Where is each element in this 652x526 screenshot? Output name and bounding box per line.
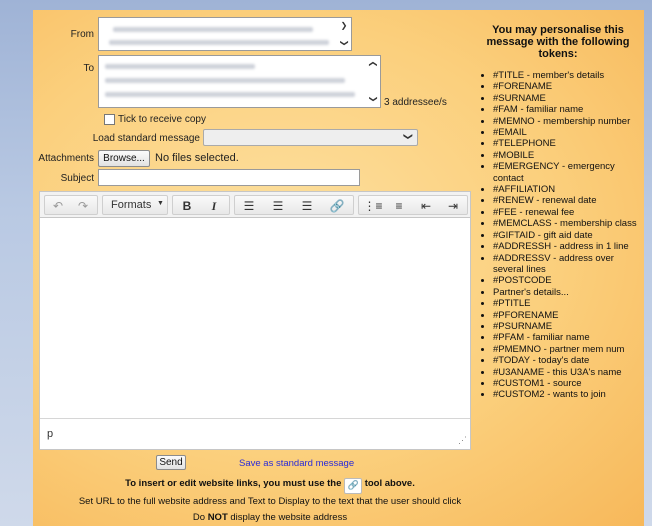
token-item: • #GIFTAID - gift aid date bbox=[493, 230, 643, 241]
token-item: • Partner's details... bbox=[493, 287, 643, 298]
token-item: • #PFORENAME bbox=[493, 310, 643, 321]
token-item: • #MEMNO - membership number bbox=[493, 116, 643, 127]
redo-icon[interactable]: ↷ bbox=[77, 199, 89, 213]
italic-icon[interactable]: I bbox=[211, 199, 217, 213]
formats-label: Formats bbox=[111, 199, 152, 211]
bullet-list-icon[interactable]: ⋮≡ bbox=[363, 199, 383, 213]
address-instruction-not: NOT bbox=[207, 512, 228, 523]
address-instruction-prefix: Do bbox=[192, 512, 206, 523]
token-list bbox=[483, 70, 643, 401]
addressee-count: 3 addressee/s bbox=[384, 97, 447, 108]
token-item: • #AFFILIATION bbox=[493, 184, 643, 195]
token-item: • #PSURNAME bbox=[493, 321, 643, 332]
link-tool-icon: 🔗 bbox=[344, 478, 362, 494]
copy-checkbox[interactable] bbox=[104, 114, 115, 125]
token-item: • #PMEMNO - partner mem num bbox=[493, 344, 643, 355]
token-item: • #CUSTOM1 - source bbox=[493, 378, 643, 389]
token-item: • #ADDRESSV - address over several lines bbox=[493, 253, 643, 276]
token-item: • #FORENAME bbox=[493, 81, 643, 92]
text-style-group bbox=[172, 195, 230, 215]
token-item: • #TODAY - today's date bbox=[493, 355, 643, 366]
history-group bbox=[44, 195, 98, 215]
token-item: • #FAM - familiar name bbox=[493, 104, 643, 115]
align-right-icon[interactable]: ☰ bbox=[301, 199, 313, 213]
from-label: From bbox=[70, 29, 94, 40]
outdent-icon[interactable]: ⇤ bbox=[420, 199, 432, 213]
editor-toolbar bbox=[39, 191, 471, 218]
send-button[interactable]: Send bbox=[156, 455, 186, 470]
recipient-blurred bbox=[105, 64, 255, 69]
url-instruction: Set URL to the full website address and Text to Display to the text that the user should click bbox=[78, 496, 462, 507]
token-item: • #EMAIL bbox=[493, 127, 643, 138]
link-instruction-prefix: To insert or edit website links, you must use the bbox=[125, 478, 342, 489]
numbered-list-icon[interactable]: ≡ bbox=[395, 199, 403, 213]
tokens-title: You may personalise this message with the following tokens: bbox=[486, 24, 630, 60]
scroll-down-icon[interactable]: ❯ bbox=[369, 95, 378, 103]
save-standard-link[interactable]: Save as standard message bbox=[239, 458, 355, 469]
undo-icon[interactable]: ↶ bbox=[52, 199, 64, 213]
token-item: • #MOBILE bbox=[493, 150, 643, 161]
subject-label: Subject bbox=[60, 173, 94, 184]
scroll-up-icon[interactable]: ❯ bbox=[340, 21, 348, 30]
message-editor[interactable] bbox=[39, 218, 471, 450]
align-center-icon[interactable]: ☰ bbox=[272, 199, 284, 213]
token-item: • #PTITLE bbox=[493, 298, 643, 309]
recipient-blurred bbox=[105, 92, 355, 97]
load-standard-label: Load standard message bbox=[92, 133, 200, 144]
standard-message-select[interactable] bbox=[203, 129, 418, 146]
token-item: • #U3ANAME - this U3A's name bbox=[493, 367, 643, 378]
token-item: • #RENEW - renewal date bbox=[493, 195, 643, 206]
bold-icon[interactable]: B bbox=[182, 199, 192, 213]
token-item: • #ADDRESSH - address in 1 line bbox=[493, 241, 643, 252]
attachments-label: Attachments bbox=[38, 153, 94, 164]
token-item: • #CUSTOM2 - wants to join bbox=[493, 389, 643, 400]
no-files-text: No files selected. bbox=[155, 152, 239, 164]
caret-down-icon: ▼ bbox=[157, 200, 164, 207]
token-item: • #EMERGENCY - emergency contact bbox=[493, 161, 643, 184]
token-item: • #PFAM - familiar name bbox=[493, 332, 643, 343]
scroll-up-icon[interactable]: ❯ bbox=[368, 60, 377, 68]
address-instruction bbox=[40, 512, 500, 523]
editor-statusbar bbox=[40, 418, 470, 449]
token-item: • #SURNAME bbox=[493, 93, 643, 104]
link-icon[interactable]: 🔗 bbox=[329, 199, 345, 213]
chevron-down-icon: ❯ bbox=[403, 132, 414, 141]
to-label: To bbox=[83, 63, 94, 74]
from-option-blurred bbox=[113, 27, 313, 32]
recipient-blurred bbox=[105, 78, 345, 83]
resize-handle-icon[interactable]: ⋰ bbox=[458, 435, 467, 445]
list-indent-group bbox=[358, 195, 468, 215]
link-instruction-suffix: tool above. bbox=[364, 478, 415, 489]
subject-input[interactable] bbox=[98, 169, 360, 186]
align-left-icon[interactable]: ☰ bbox=[243, 199, 255, 213]
address-instruction-suffix: display the website address bbox=[230, 512, 348, 523]
copy-checkbox-label: Tick to receive copy bbox=[118, 114, 206, 125]
from-option-blurred bbox=[109, 40, 329, 45]
element-path: p bbox=[47, 428, 54, 440]
align-link-group bbox=[234, 195, 354, 215]
scroll-down-icon[interactable]: ❯ bbox=[340, 39, 349, 47]
token-item: • #TITLE - member's details bbox=[493, 70, 643, 81]
token-item: • #MEMCLASS - membership class bbox=[493, 218, 643, 229]
token-item: • #TELEPHONE bbox=[493, 138, 643, 149]
indent-icon[interactable]: ⇥ bbox=[447, 199, 459, 213]
formats-dropdown[interactable] bbox=[102, 195, 168, 215]
from-select[interactable] bbox=[98, 17, 352, 51]
token-item: • #POSTCODE bbox=[493, 275, 643, 286]
token-item: • #FEE - renewal fee bbox=[493, 207, 643, 218]
link-instruction bbox=[60, 478, 480, 494]
browse-button[interactable]: Browse... bbox=[98, 150, 150, 167]
to-list[interactable] bbox=[98, 55, 381, 108]
